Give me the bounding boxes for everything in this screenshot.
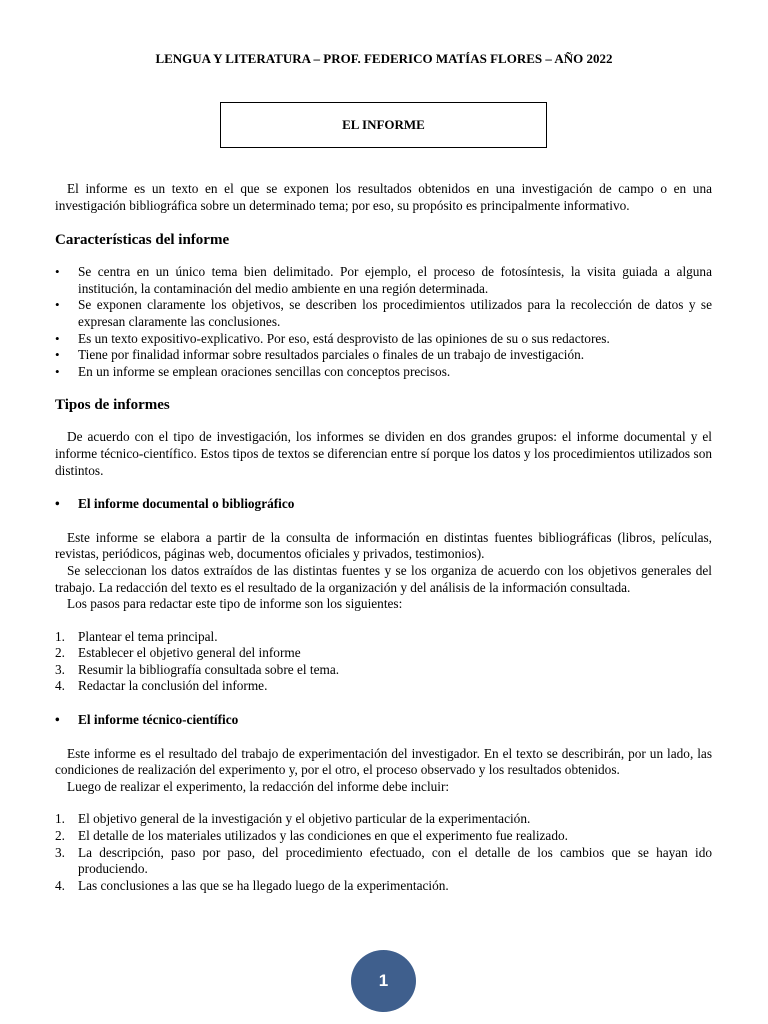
step-text: El detalle de los materiales utilizados y las condiciones en que el experimento fue realizado.	[78, 828, 568, 844]
documental-paragraph-1: Este informe se elabora a partir de la consulta de información en distintas fuentes bibliográficas (libros, películas, revistas, periódicos, páginas web, documentos oficiales y privados, testimonios).	[55, 529, 712, 562]
bullet-icon: •	[55, 496, 60, 512]
documental-steps	[55, 629, 712, 695]
list-item: • Se exponen claramente los objetivos, se describen los procedimientos utilizados para la recolección de datos y se expresan claramente las conclusiones.	[55, 297, 712, 330]
tipos-heading: Tipos de informes	[55, 397, 170, 414]
tecnico-steps	[55, 811, 712, 894]
step-text: Resumir la bibliografía consultada sobre el tema.	[78, 661, 340, 677]
list-item	[55, 811, 712, 828]
tecnico-heading: El informe técnico-científico	[78, 712, 239, 728]
step-text: Redactar la conclusión del informe.	[78, 678, 268, 694]
step-number: 1.	[55, 811, 65, 827]
list-item	[55, 845, 712, 878]
step-text: El objetivo general de la investigación y el objetivo particular de la experimentación.	[78, 811, 531, 827]
document-title: EL INFORME	[342, 116, 425, 132]
list-item	[55, 629, 712, 646]
tipos-paragraph: De acuerdo con el tipo de investigación, los informes se dividen en dos grandes grupos: el informe documental y el informe técnico-científico. Estos tipos de textos se diferencian entre sí porque los datos y los procedimientos utilizados son distintos.	[55, 429, 712, 478]
page-number: 1	[378, 970, 389, 990]
tecnico-paragraph-2: Luego de realizar el experimento, la redacción del informe debe incluir:	[67, 778, 450, 794]
caracteristicas-heading: Características del informe	[55, 232, 230, 249]
page-number-badge	[351, 950, 416, 1012]
page-header: LENGUA Y LITERATURA – PROF. FEDERICO MATÍAS FLORES – AÑO 2022	[155, 51, 613, 66]
title-box	[220, 102, 547, 148]
list-item: • Es un texto expositivo-explicativo. Por eso, está desprovisto de las opiniones de su o sus redactores.	[55, 331, 712, 348]
list-item	[55, 662, 712, 679]
step-text: Plantear el tema principal.	[78, 628, 218, 644]
tecnico-subheading	[55, 712, 712, 729]
caracteristicas-list	[55, 264, 712, 380]
list-item: • En un informe se emplean oraciones sencillas con conceptos precisos.	[55, 364, 712, 381]
documental-subheading	[55, 496, 712, 513]
step-number: 3.	[55, 844, 65, 860]
documental-paragraph-3: Los pasos para redactar este tipo de informe son los siguientes:	[67, 596, 403, 612]
document-body	[55, 181, 712, 894]
list-item	[55, 645, 712, 662]
step-text: Las conclusiones a las que se ha llegado luego de la experimentación.	[78, 877, 449, 893]
list-item	[55, 828, 712, 845]
step-number: 4.	[55, 877, 65, 893]
documental-paragraph-2: Se seleccionan los datos extraídos de las distintas fuentes y se los organiza de acuerdo con los objetivos generales del trabajo. La redacción del texto es el resultado de la organización y del análisis de la información consultada.	[55, 562, 712, 595]
list-item	[55, 878, 712, 895]
step-number: 3.	[55, 661, 65, 677]
step-text: La descripción, paso por paso, del procedimiento efectuado, con el detalle de los cambios que se hayan ido produciendo.	[78, 844, 712, 877]
list-item: • Se centra en un único tema bien delimitado. Por ejemplo, el proceso de fotosíntesis, la visita guiada a alguna institución, la contaminación del medio ambiente en una región determinada.	[55, 264, 712, 297]
bullet-icon: •	[55, 712, 60, 728]
step-text: Establecer el objetivo general del informe	[78, 645, 301, 661]
intro-paragraph: El informe es un texto en el que se exponen los resultados obtenidos en una investigación de campo o en una investigación bibliográfica sobre un determinado tema; por eso, su propósito es principalmente informativo.	[55, 181, 712, 213]
documental-heading: El informe documental o bibliográfico	[78, 496, 295, 512]
step-number: 2.	[55, 828, 65, 844]
step-number: 4.	[55, 678, 65, 694]
list-item: • Tiene por finalidad informar sobre resultados parciales o finales de un trabajo de investigación.	[55, 347, 712, 364]
list-item	[55, 678, 712, 695]
step-number: 2.	[55, 645, 65, 661]
tecnico-paragraph-1: Este informe es el resultado del trabajo de experimentación del investigador. En el texto se describirán, por un lado, las condiciones de realización del experimento y, por el otro, el proceso observado y los resultados obtenidos.	[55, 745, 712, 778]
step-number: 1.	[55, 628, 65, 644]
